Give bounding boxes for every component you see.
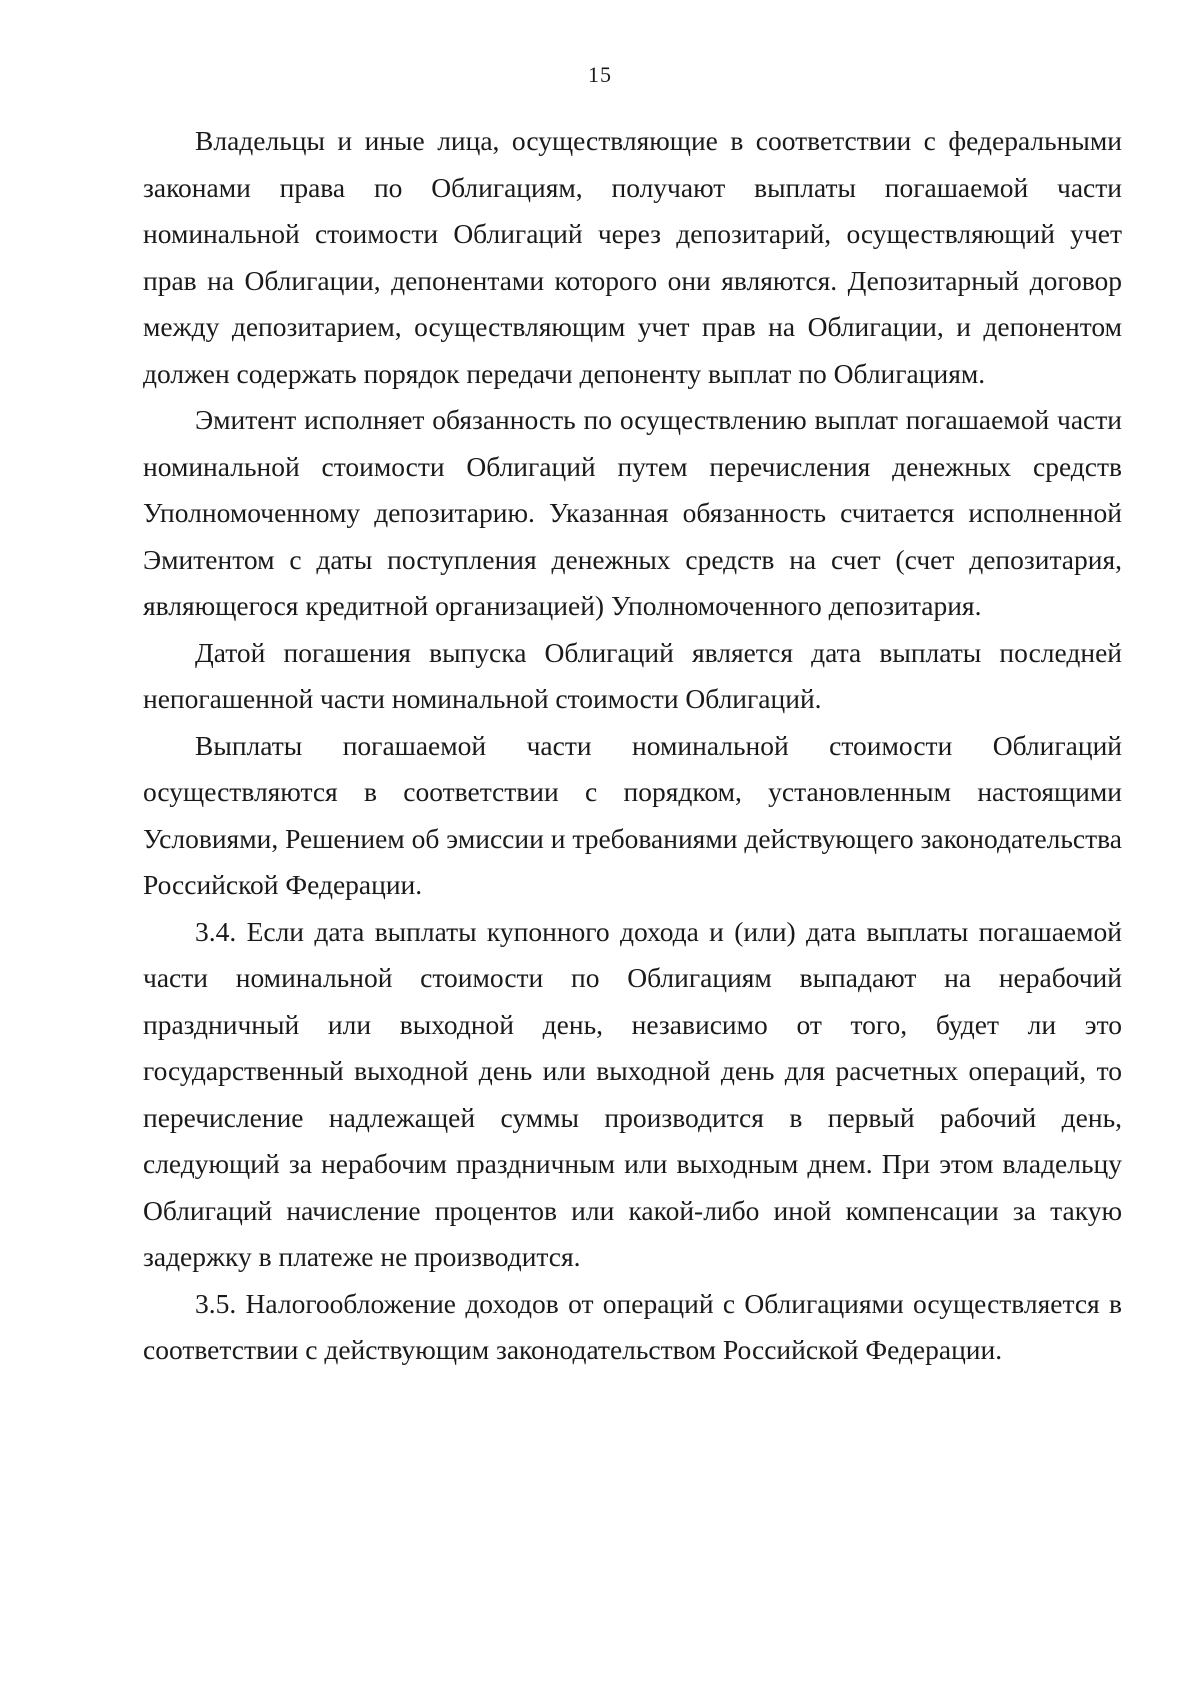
document-body [143,118,1122,1374]
paragraph-payment-procedure: Выплаты погашаемой части номинальной стоимости Облигаций осуществляются в соответствии с порядком, установленным настоящими Условиями, Решением об эмиссии и требованиями действующего законодательства Российской Федерации. [143,729,1122,900]
paragraph-bond-payments-via-depositary: Владельцы и иные лица, осуществляющие в соответствии с федеральными законами права по Облигациям, получают выплаты погашаемой части номинальной стоимости Облигаций через депозитарий, осуществляющий учет прав на Облигации, депонентами которого они являются. Депозитарный договор между депозитарием, осуществляющим учет прав на Облигации, и депонентом должен содержать порядок передачи депоненту выплат по Облигациям. [143,125,1122,389]
paragraph-redemption-date: Датой погашения выпуска Облигаций является дата выплаты последней непогашенной части номинальной стоимости Облигаций. [143,636,1122,714]
paragraph-section-3-5: 3.5. Налогообложение доходов от операций с Облигациями осуществляется в соответствии с действующим законодательством Российской Федерации. [143,1287,1122,1365]
paragraph-issuer-obligation: Эмитент исполняет обязанность по осуществлению выплат погашаемой части номинальной стоимости Облигаций путем перечисления денежных средств Уполномоченному депозитарию. Указанная обязанность считается исполненной Эмитентом с даты поступления денежных средств на счет (счет депозитария, являющегося кредитной организацией) Уполномоченного депозитария. [143,404,1122,621]
page-number: 15 [588,62,612,87]
paragraph-section-3-4: 3.4. Если дата выплаты купонного дохода и (или) дата выплаты погашаемой части номинальной стоимости по Облигациям выпадают на нерабочий праздничный или выходной день, независимо от того, будет ли это государственный выходной день или выходной день для расчетных операций, то перечисление надлежащей суммы производится в первый рабочий день, следующий за нерабочим праздничным или выходным днем. При этом владельцу Облигаций начисление процентов или какой-либо иной компенсации за такую задержку в платеже не производится. [143,915,1122,1272]
